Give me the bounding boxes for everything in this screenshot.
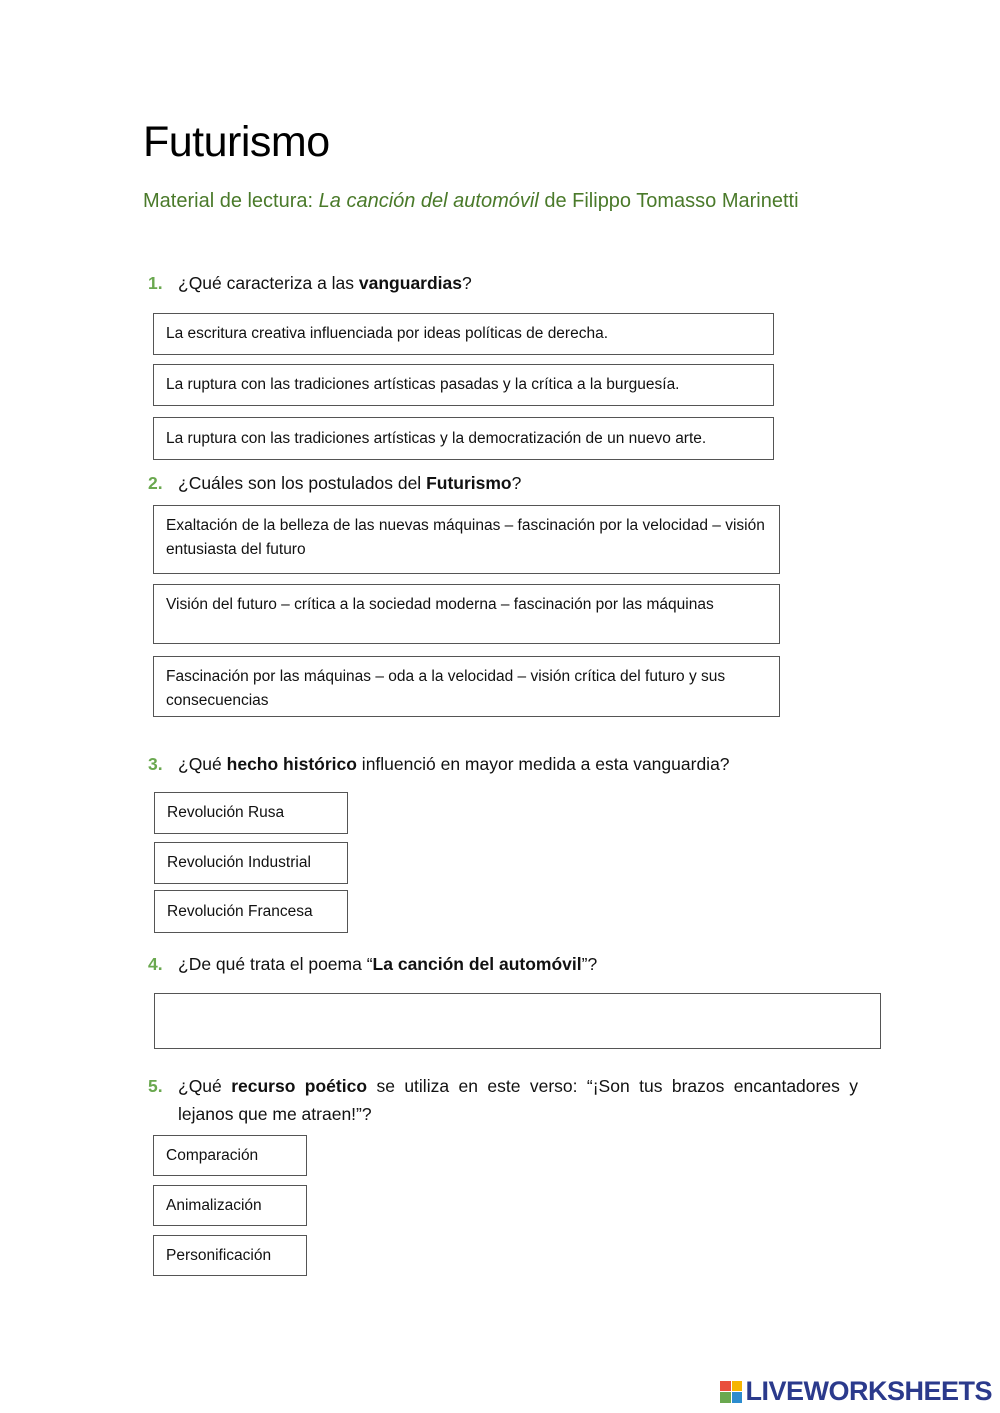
subtitle-prefix: Material de lectura: <box>143 190 319 212</box>
q3-option-1[interactable]: Revolución Rusa <box>154 792 348 834</box>
question-number: 5. <box>148 1076 163 1096</box>
q5-option-2[interactable]: Animalización <box>153 1185 307 1226</box>
question-text-bold: recurso poético <box>231 1076 368 1096</box>
q2-option-2[interactable]: Visión del futuro – crítica a la sociedad moderna – fascinación por las máquinas <box>153 584 780 644</box>
q2-option-3[interactable]: Fascinación por las máquinas – oda a la velocidad – visión crítica del futuro y sus consecuencias <box>153 656 780 717</box>
q5-option-1[interactable]: Comparación <box>153 1135 307 1176</box>
question-text-bold: vanguardias <box>358 273 463 293</box>
question-number: 2. <box>148 473 163 493</box>
subtitle-suffix: de Filippo Tomasso Marinetti <box>538 190 799 212</box>
question-text-pre: ¿Cuáles son los postulados del <box>178 473 427 493</box>
q1-option-1[interactable]: La escritura creativa influenciada por ideas políticas de derecha. <box>153 313 774 355</box>
question-text-post: ? <box>462 273 472 293</box>
question-text-bold: Futurismo <box>426 473 512 493</box>
q1-option-3[interactable]: La ruptura con las tradiciones artísticas y la democratización de un nuevo arte. <box>153 417 774 460</box>
question-text-pre: ¿De qué trata el poema “ <box>178 954 373 974</box>
question-text-pre: ¿Qué <box>178 754 227 774</box>
q1-option-2[interactable]: La ruptura con las tradiciones artísticas pasadas y la crítica a la burguesía. <box>153 364 774 406</box>
brand-icon <box>720 1381 742 1403</box>
page-title: Futurismo <box>143 118 330 166</box>
subtitle-work: La canción del automóvil <box>318 190 539 212</box>
q3-option-2[interactable]: Revolución Industrial <box>154 842 348 884</box>
liveworksheets-logo <box>720 1376 992 1407</box>
question-number: 1. <box>148 273 163 293</box>
question-text-post: influenció en mayor medida a esta vanguardia? <box>356 754 730 774</box>
question-text-pre: ¿Qué caracteriza a las <box>178 273 359 293</box>
brand-name: LIVEWORKSHEETS <box>745 1376 992 1406</box>
question-text <box>178 1072 858 1128</box>
question-text-bold: hecho histórico <box>226 754 357 774</box>
question-5 <box>148 1072 858 1128</box>
q5-option-3[interactable]: Personificación <box>153 1235 307 1276</box>
question-text-post: ”? <box>581 954 598 974</box>
question-text-post: se utiliza en este verso: “¡Son tus brazos encantadores y lejanos que me atraen!”? <box>178 1076 858 1124</box>
question-3 <box>148 754 730 775</box>
question-text-post: ? <box>511 473 522 493</box>
question-number: 4. <box>148 954 163 974</box>
page-subtitle <box>143 190 799 213</box>
q2-option-1[interactable]: Exaltación de la belleza de las nuevas máquinas – fascinación por la velocidad – visión entusiasta del futuro <box>153 505 780 574</box>
question-text-bold: La canción del automóvil <box>372 954 582 974</box>
question-number: 3. <box>148 754 163 774</box>
question-text-pre: ¿Qué <box>178 1076 232 1096</box>
question-2 <box>148 473 521 494</box>
q3-option-3[interactable]: Revolución Francesa <box>154 890 348 933</box>
question-4 <box>148 954 597 975</box>
question-1 <box>148 273 472 294</box>
q4-answer-field[interactable] <box>154 993 881 1049</box>
